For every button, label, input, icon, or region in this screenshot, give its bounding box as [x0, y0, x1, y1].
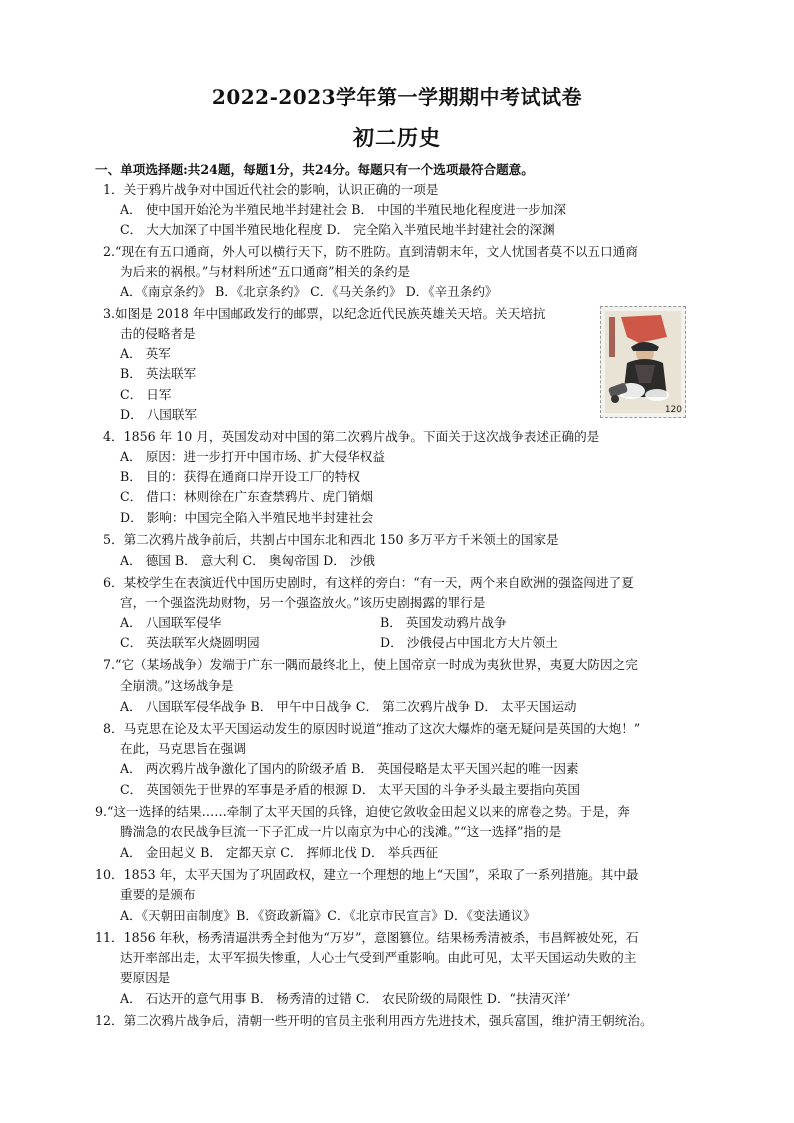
question-line: 腾湍急的农民战争巨流一下子汇成一片以南京为中心的浅滩。”“这一选择”指的是 [120, 824, 562, 839]
question-line: A． 原因：进一步打开中国市场、扩大侵华权益 [120, 449, 385, 464]
question-line: A．《南京条约》 B．《北京条约》 C．《马关条约》 D．《辛丑条约》 [120, 284, 498, 299]
question-line: B． 英法联军 [120, 366, 197, 381]
question-stem: 3.如图是 2018 年中国邮政发行的邮票，以纪念近代民族英雄关天培。关天培抗 [103, 306, 546, 321]
question-stem: 6．某校学生在表演近代中国历史剧时，有这样的旁白：“有一天，两个来自欧洲的强盗闯进了夏 [103, 575, 634, 590]
question-line: 要原因是 [120, 970, 171, 985]
question-line: 达开率部出走，太平军损失惨重，人心士气受到严重影响。由此可见，太平天国运动失败的主 [120, 950, 637, 965]
question-line: C． 英法联军火烧圆明园 [120, 635, 260, 650]
question-line: A． 英军 [120, 346, 171, 361]
question-line: C． 大大加深了中国半殖民地化程度 D． 完全陷入半殖民地半封建社会的深渊 [120, 222, 555, 237]
question-stem: 12．第二次鸦片战争后，清朝一些开明的官员主张利用西方先进技术，强兵富国，维护清王朝统治。 [95, 1013, 653, 1028]
question-line: D． 沙俄侵占中国北方大片领土 [380, 635, 558, 650]
question-stem: 7.“它（某场战争）发端于广东一隅而最终北上，使上国帝京一时成为夷狄世界，夷夏大防因之完 [103, 657, 638, 672]
question-line: C． 日军 [120, 387, 172, 402]
question-stem: 9.“这一选择的结果……牵制了太平天国的兵锋，迫使它敛收金田起义以来的席卷之势。于是，奔 [95, 804, 630, 819]
question-line: A． 石达开的意气用事 B． 杨秀清的过错 C． 农民阶级的局限性 D．“扶清灭洋’ [120, 991, 571, 1006]
question-stem: 11．1856 年秋，杨秀清逼洪秀全封他为“万岁”，意图篡位。结果杨秀清被杀，韦昌辉被处死，石 [95, 930, 639, 945]
question-line: A． 金田起义 B． 定都天京 C． 挥师北伐 D． 举兵西征 [120, 845, 438, 860]
question-line: 宫，一个强盗洗劫财物，另一个强盗放火。”该历史剧揭露的罪行是 [120, 595, 486, 610]
question-stem: 5．第二次鸦片战争前后，共割占中国东北和西北 150 多万平方千米领土的国家是 [103, 532, 559, 547]
question-stem: 1．关于鸦片战争对中国近代社会的影响，认识正确的一项是 [103, 182, 439, 197]
question-line: A． 德国 B． 意大利 C． 奥匈帝国 D． 沙俄 [120, 553, 376, 568]
question-line: A． 两次鸦片战争激化了国内的阶级矛盾 B． 英国侵略是太平天国兴起的唯一因素 [120, 761, 579, 776]
question-stem: 8．马克思在论及太平天国运动发生的原因时说道“推动了这次大爆炸的毫无疑问是英国的大炮！” [103, 721, 641, 736]
exam-subject: 初二历史 [353, 125, 441, 150]
question-line: C． 英国领先于世界的军事是矛盾的根源 D． 太平天国的斗争矛头最主要指向英国 [120, 782, 580, 797]
question-line: 重要的是颁布 [120, 887, 196, 902]
question-line: B． 目的：获得在通商口岸开设工厂的特权 [120, 469, 360, 484]
section-heading: 一、单项选择题:共24题，每题1分，共24分。每题只有一个选项最符合题意。 [95, 162, 534, 177]
question-stem: 2.“现在有五口通商，外人可以横行天下，防不胜防。直到清朝末年，文人忧国者莫不以五口通商 [103, 244, 638, 259]
guan-tianpei-stamp-image [600, 306, 686, 418]
question-line: 为后来的祸根。”与材料所述“五口通商”相关的条约是 [120, 264, 411, 279]
exam-title: 2022-2023学年第一学期期中考试试卷 [211, 85, 583, 109]
question-line: D． 八国联军 [120, 407, 198, 422]
stamp-denomination: 120 [664, 405, 682, 415]
question-line: A． 使中国开始沦为半殖民地半封建社会 B． 中国的半殖民地化程度进一步加深 [120, 202, 566, 217]
question-line: C． 借口：林则徐在广东查禁鸦片、虎门销烟 [120, 489, 373, 504]
question-line: 在此，马克思旨在强调 [120, 741, 246, 756]
question-line: A． 八国联军侵华 [120, 615, 222, 630]
question-stem: 10．1853 年，太平天国为了巩固政权，建立一个理想的地上“天国”，采取了一系列措施。其中最 [95, 867, 639, 882]
question-line: D． 影响：中国完全陷入半殖民地半封建社会 [120, 510, 374, 525]
question-line: 全崩溃。”这场战争是 [120, 678, 234, 693]
question-line: A． 八国联军侵华战争 B． 甲午中日战争 C． 第二次鸦片战争 D． 太平天国运动 [120, 699, 577, 714]
question-line: B． 英国发动鸦片战争 [380, 615, 507, 630]
stamp-illustration [601, 307, 685, 417]
question-line: A．《天朝田亩制度》B．《资政新篇》C．《北京市民宣言》D．《变法通议》 [120, 908, 536, 923]
question-line: 击的侵略者是 [120, 326, 196, 341]
question-stem: 4．1856 年 10 月，英国发动对中国的第二次鸦片战争。下面关于这次战争表述正确的是 [103, 429, 600, 444]
